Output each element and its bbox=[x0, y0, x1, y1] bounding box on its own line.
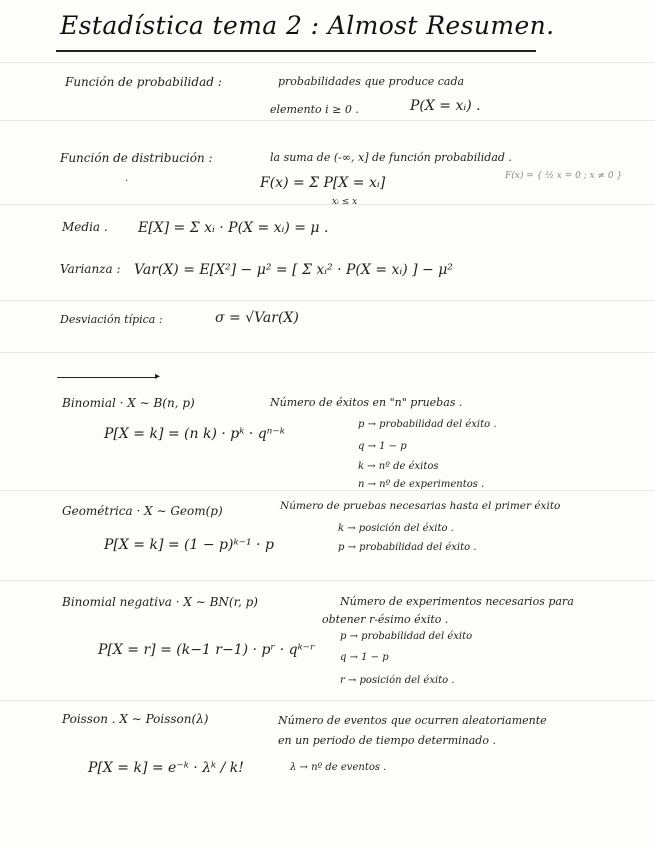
neg-binomial-legend-item: q → 1 − p bbox=[340, 652, 389, 663]
binomial-formula: P[X = k] = (n k) · pᵏ · qⁿ⁻ᵏ bbox=[104, 426, 285, 442]
title-underline bbox=[56, 50, 536, 52]
prob-fn-formula: P(X = xᵢ) . bbox=[410, 98, 481, 114]
geometric-label: Geométrica · X ∼ Geom(p) bbox=[62, 504, 223, 518]
neg-binomial-desc: Número de experimentos necesarios para bbox=[340, 595, 574, 608]
neg-binomial-formula: P[X = r] = (k−1 r−1) · pʳ · qᵏ⁻ʳ bbox=[98, 642, 315, 658]
binomial-legend-item: k → nº de éxitos bbox=[358, 461, 439, 472]
divider-arrow: ▸ bbox=[155, 371, 161, 382]
page-title: Estadística tema 2 : Almost Resumen. bbox=[60, 11, 555, 40]
poisson-legend-item: λ → nº de eventos . bbox=[290, 762, 387, 773]
dist-fn-label: Función de distribución : bbox=[60, 151, 213, 165]
binomial-legend-item: p → probabilidad del éxito . bbox=[358, 419, 497, 430]
binomial-desc: Número de éxitos en "n" pruebas . bbox=[270, 396, 463, 409]
neg-binomial-legend-item: p → probabilidad del éxito bbox=[340, 631, 473, 642]
poisson-formula: P[X = k] = e⁻ᵏ · λᵏ / k! bbox=[88, 760, 244, 776]
neg-binomial-legend-item: r → posición del éxito . bbox=[340, 675, 455, 686]
dist-fn-formula: F(x) = Σ P[X = xᵢ] bbox=[260, 175, 386, 191]
variance-formula: Var(X) = E[X²] − μ² = [ Σ xᵢ² · P(X = xᵢ) ] − μ² bbox=[134, 262, 453, 278]
mean-formula: E[X] = Σ xᵢ · P(X = xᵢ) = μ . bbox=[138, 220, 329, 236]
section-divider bbox=[57, 377, 157, 378]
variance-label: Varianza : bbox=[60, 262, 121, 276]
prob-fn-label: Función de probabilidad : bbox=[65, 75, 222, 89]
dist-fn-side-note: F(x) = { ½ x = 0 ; x ≠ 0 } bbox=[505, 171, 623, 181]
binomial-legend-item: q → 1 − p bbox=[358, 441, 407, 452]
std-dev-label: Desviación típica : bbox=[60, 313, 163, 326]
dist-fn-sum-index: xᵢ ≤ x bbox=[332, 197, 358, 207]
mean-label: Media . bbox=[62, 220, 108, 234]
prob-fn-text-2: elemento i ≥ 0 . bbox=[270, 103, 359, 116]
stray-mark: · bbox=[125, 176, 129, 187]
dist-fn-text: la suma de (-∞, x] de función probabilidad . bbox=[270, 151, 512, 164]
poisson-desc-2: en un periodo de tiempo determinado . bbox=[278, 734, 496, 747]
geometric-legend-item: k → posición del éxito . bbox=[338, 523, 454, 534]
geometric-formula: P[X = k] = (1 − p)ᵏ⁻¹ · p bbox=[104, 537, 274, 553]
poisson-label: Poisson . X ∼ Poisson(λ) bbox=[62, 712, 209, 726]
prob-fn-text: probabilidades que produce cada bbox=[278, 75, 465, 88]
poisson-desc: Número de eventos que ocurren aleatoriamente bbox=[278, 714, 547, 727]
std-dev-formula: σ = √Var(X) bbox=[215, 310, 299, 326]
binomial-legend-item: n → nº de experimentos . bbox=[358, 479, 485, 490]
neg-binomial-desc-2: obtener r-ésimo éxito . bbox=[322, 613, 449, 626]
binomial-label: Binomial · X ∼ B(n, p) bbox=[62, 396, 195, 410]
neg-binomial-label: Binomial negativa · X ∼ BN(r, p) bbox=[62, 595, 258, 609]
geometric-legend-item: p → probabilidad del éxito . bbox=[338, 542, 477, 553]
geometric-desc: Número de pruebas necesarias hasta el primer éxito bbox=[280, 500, 561, 512]
